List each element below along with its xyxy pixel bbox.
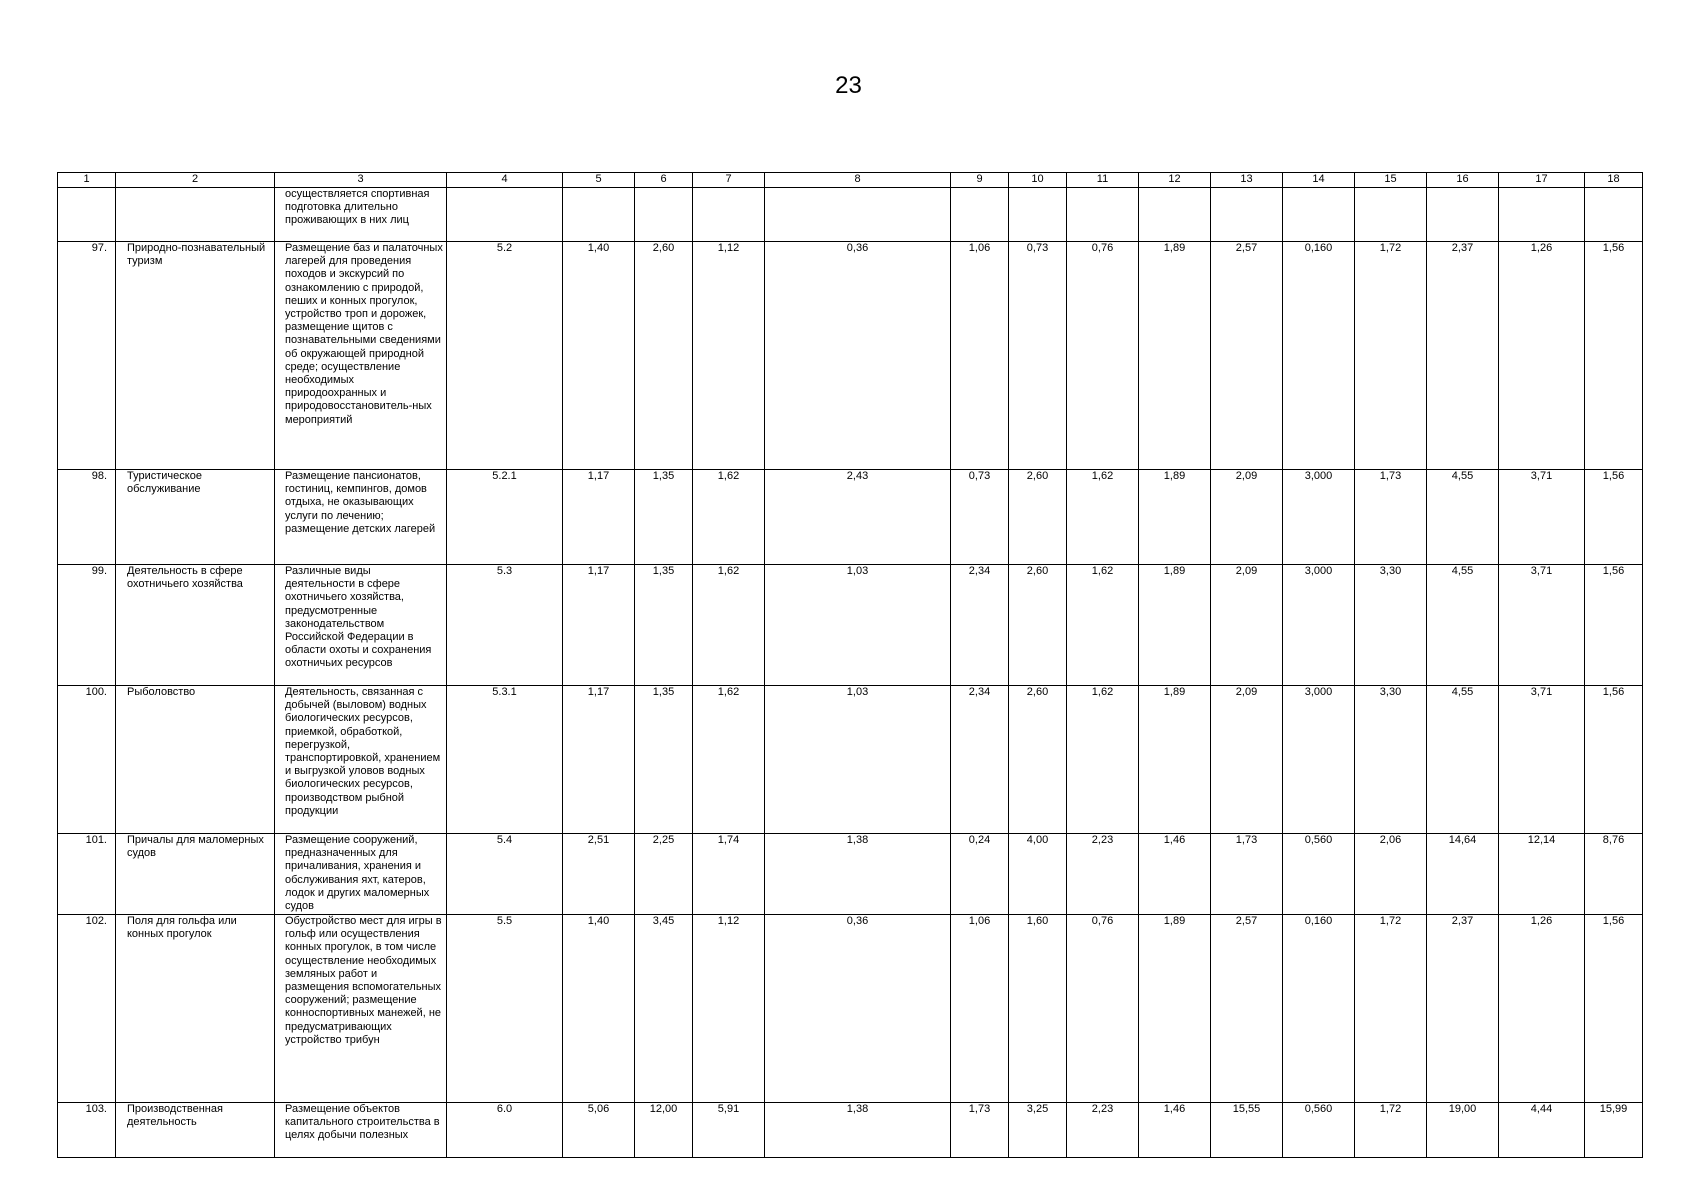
coefficient-cell-col-8: 1,03	[765, 565, 951, 686]
coefficient-cell-col-8: 1,03	[765, 686, 951, 834]
coefficient-cell-col-15: 2,06	[1355, 834, 1427, 915]
coefficient-cell-col-5: 1,40	[563, 242, 635, 470]
coefficient-cell-col-8: 1,38	[765, 1103, 951, 1158]
coefficient-cell-col-15: 1,72	[1355, 915, 1427, 1103]
column-header-12: 12	[1139, 173, 1211, 188]
coefficient-cell-col-16: 4,55	[1427, 686, 1499, 834]
table-body	[58, 188, 1643, 1158]
column-header-15: 15	[1355, 173, 1427, 188]
coefficient-cell-col-17: 1,26	[1499, 915, 1585, 1103]
coefficient-cell-col-10: 4,00	[1009, 834, 1067, 915]
coefficient-cell-col-7: 1,62	[693, 686, 765, 834]
coefficient-cell-col-18: 8,76	[1585, 834, 1643, 915]
classifier-code-cell: 5.3	[447, 565, 563, 686]
activity-name-cell: Природно-познавательный туризм	[116, 242, 275, 470]
column-header-7: 7	[693, 173, 765, 188]
coefficient-cell-col-12: 1,89	[1139, 470, 1211, 565]
activity-name-cell: Туристическое обслуживание	[116, 470, 275, 565]
column-header-16: 16	[1427, 173, 1499, 188]
coefficient-cell-col-12: 1,46	[1139, 834, 1211, 915]
coefficient-cell-col-9: 1,06	[951, 242, 1009, 470]
activity-name-cell: Рыболовство	[116, 686, 275, 834]
coefficient-cell-col-11: 0,76	[1067, 242, 1139, 470]
column-header-5: 5	[563, 173, 635, 188]
column-header-14: 14	[1283, 173, 1355, 188]
activity-description-cell: осуществляется спортивная подготовка длительно проживающих в них лиц	[275, 188, 447, 242]
coefficient-cell-col-9	[951, 188, 1009, 242]
coefficient-cell-col-10: 1,60	[1009, 915, 1067, 1103]
coefficient-cell-col-5: 5,06	[563, 1103, 635, 1158]
classifier-code-cell: 5.5	[447, 915, 563, 1103]
coefficient-cell-col-13: 2,09	[1211, 686, 1283, 834]
coefficient-cell-col-13	[1211, 188, 1283, 242]
activity-description-cell: Обустройство мест для игры в гольф или осуществления конных прогулок, в том числе осуществление необходимых земляных работ и размещения вспомогательных сооружений; размещение конноспортивных манежей, не предусматривающих устройство трибун	[275, 915, 447, 1103]
coefficient-cell-col-7: 1,74	[693, 834, 765, 915]
coefficient-cell-col-10: 2,60	[1009, 470, 1067, 565]
coefficient-cell-col-11: 0,76	[1067, 915, 1139, 1103]
row-number-cell: 102.	[58, 915, 116, 1103]
coefficient-cell-col-15: 1,72	[1355, 242, 1427, 470]
table-row	[58, 915, 1643, 1103]
column-header-2: 2	[116, 173, 275, 188]
coefficient-cell-col-9: 2,34	[951, 565, 1009, 686]
activity-name-cell: Производственная деятельность	[116, 1103, 275, 1158]
coefficient-cell-col-10: 2,60	[1009, 686, 1067, 834]
coefficient-cell-col-10: 2,60	[1009, 565, 1067, 686]
coefficient-cell-col-13: 2,09	[1211, 470, 1283, 565]
coefficient-cell-col-14: 3,000	[1283, 565, 1355, 686]
coefficient-cell-col-15: 1,73	[1355, 470, 1427, 565]
rates-table-container	[57, 172, 1634, 1158]
coefficient-cell-col-12: 1,46	[1139, 1103, 1211, 1158]
column-header-6: 6	[635, 173, 693, 188]
row-number-cell: 98.	[58, 470, 116, 565]
coefficient-cell-col-7: 1,62	[693, 470, 765, 565]
coefficient-cell-col-5	[563, 188, 635, 242]
coefficient-cell-col-11: 1,62	[1067, 470, 1139, 565]
coefficient-cell-col-14: 3,000	[1283, 470, 1355, 565]
coefficient-cell-col-18: 1,56	[1585, 686, 1643, 834]
coefficient-cell-col-5: 2,51	[563, 834, 635, 915]
coefficient-cell-col-17: 3,71	[1499, 565, 1585, 686]
coefficient-cell-col-6: 2,60	[635, 242, 693, 470]
coefficient-cell-col-16: 19,00	[1427, 1103, 1499, 1158]
row-number-cell: 100.	[58, 686, 116, 834]
coefficient-cell-col-15: 3,30	[1355, 565, 1427, 686]
activity-name-cell: Поля для гольфа или конных прогулок	[116, 915, 275, 1103]
coefficient-cell-col-13: 15,55	[1211, 1103, 1283, 1158]
coefficient-cell-col-5: 1,17	[563, 470, 635, 565]
coefficient-cell-col-8: 0,36	[765, 242, 951, 470]
coefficient-cell-col-9: 0,24	[951, 834, 1009, 915]
row-number-cell: 101.	[58, 834, 116, 915]
activity-description-cell: Различные виды деятельности в сфере охотничьего хозяйства, предусмотренные законодательством Российской Федерации в области охоты и сохранения охотничьих ресурсов	[275, 565, 447, 686]
coefficient-cell-col-17: 12,14	[1499, 834, 1585, 915]
coefficient-cell-col-8	[765, 188, 951, 242]
coefficient-cell-col-10: 0,73	[1009, 242, 1067, 470]
coefficient-cell-col-15	[1355, 188, 1427, 242]
column-header-18: 18	[1585, 173, 1643, 188]
coefficient-cell-col-9: 0,73	[951, 470, 1009, 565]
coefficient-cell-col-12: 1,89	[1139, 242, 1211, 470]
activity-name-cell	[116, 188, 275, 242]
coefficient-cell-col-8: 1,38	[765, 834, 951, 915]
activity-description-cell: Размещение сооружений, предназначенных для причаливания, хранения и обслуживания яхт, катеров, лодок и других маломерных судов	[275, 834, 447, 915]
classifier-code-cell: 5.3.1	[447, 686, 563, 834]
coefficient-cell-col-18: 1,56	[1585, 915, 1643, 1103]
row-number-cell: 103.	[58, 1103, 116, 1158]
table-row	[58, 1103, 1643, 1158]
coefficient-cell-col-10: 3,25	[1009, 1103, 1067, 1158]
coefficient-cell-col-17: 3,71	[1499, 470, 1585, 565]
coefficient-cell-col-11: 1,62	[1067, 565, 1139, 686]
coefficient-cell-col-13: 2,09	[1211, 565, 1283, 686]
activity-description-cell: Размещение пансионатов, гостиниц, кемпингов, домов отдыха, не оказывающих услуги по лечению; размещение детских лагерей	[275, 470, 447, 565]
coefficient-cell-col-14: 0,560	[1283, 834, 1355, 915]
coefficient-cell-col-14	[1283, 188, 1355, 242]
column-header-4: 4	[447, 173, 563, 188]
column-header-10: 10	[1009, 173, 1067, 188]
column-header-17: 17	[1499, 173, 1585, 188]
coefficient-cell-col-16	[1427, 188, 1499, 242]
coefficient-cell-col-14: 0,160	[1283, 915, 1355, 1103]
coefficient-cell-col-11: 2,23	[1067, 1103, 1139, 1158]
header-row	[58, 173, 1643, 188]
coefficient-cell-col-14: 0,160	[1283, 242, 1355, 470]
coefficient-cell-col-6: 1,35	[635, 565, 693, 686]
coefficient-cell-col-11	[1067, 188, 1139, 242]
coefficient-cell-col-9: 1,06	[951, 915, 1009, 1103]
table-row	[58, 565, 1643, 686]
coefficient-cell-col-9: 2,34	[951, 686, 1009, 834]
coefficient-cell-col-18: 1,56	[1585, 470, 1643, 565]
coefficient-cell-col-8: 2,43	[765, 470, 951, 565]
coefficient-cell-col-9: 1,73	[951, 1103, 1009, 1158]
coefficient-cell-col-16: 14,64	[1427, 834, 1499, 915]
coefficient-cell-col-12: 1,89	[1139, 565, 1211, 686]
coefficient-cell-col-16: 4,55	[1427, 470, 1499, 565]
coefficient-cell-col-16: 2,37	[1427, 915, 1499, 1103]
coefficient-cell-col-13: 2,57	[1211, 242, 1283, 470]
column-header-1: 1	[58, 173, 116, 188]
coefficient-cell-col-14: 3,000	[1283, 686, 1355, 834]
column-header-9: 9	[951, 173, 1009, 188]
table-row	[58, 188, 1643, 242]
activity-description-cell: Размещение баз и палаточных лагерей для проведения походов и экскурсий по ознакомлению с природой, пеших и конных прогулок, устройство троп и дорожек, размещение щитов с познавательными сведениями об окружающей природной среде; осуществление необходимых природоохранных и природовосстановитель-ных мероприятий	[275, 242, 447, 470]
coefficient-cell-col-13: 2,57	[1211, 915, 1283, 1103]
coefficient-cell-col-13: 1,73	[1211, 834, 1283, 915]
activity-description-cell: Размещение объектов капитального строительства в целях добычи полезных	[275, 1103, 447, 1158]
coefficient-cell-col-5: 1,17	[563, 686, 635, 834]
coefficient-cell-col-18: 15,99	[1585, 1103, 1643, 1158]
coefficient-cell-col-7: 5,91	[693, 1103, 765, 1158]
table-row	[58, 834, 1643, 915]
coefficient-cell-col-7	[693, 188, 765, 242]
coefficient-cell-col-6: 3,45	[635, 915, 693, 1103]
coefficient-cell-col-16: 2,37	[1427, 242, 1499, 470]
table-row	[58, 470, 1643, 565]
coefficient-cell-col-11: 2,23	[1067, 834, 1139, 915]
column-header-8: 8	[765, 173, 951, 188]
classifier-code-cell: 5.2.1	[447, 470, 563, 565]
coefficient-cell-col-12: 1,89	[1139, 915, 1211, 1103]
coefficient-cell-col-17: 1,26	[1499, 242, 1585, 470]
activity-name-cell: Причалы для маломерных судов	[116, 834, 275, 915]
classifier-code-cell	[447, 188, 563, 242]
coefficient-cell-col-15: 3,30	[1355, 686, 1427, 834]
classifier-code-cell: 5.2	[447, 242, 563, 470]
column-header-13: 13	[1211, 173, 1283, 188]
coefficient-cell-col-17: 3,71	[1499, 686, 1585, 834]
table-row	[58, 686, 1643, 834]
activity-name-cell: Деятельность в сфере охотничьего хозяйства	[116, 565, 275, 686]
row-number-cell: 97.	[58, 242, 116, 470]
column-header-11: 11	[1067, 173, 1139, 188]
coefficient-cell-col-17: 4,44	[1499, 1103, 1585, 1158]
coefficient-cell-col-5: 1,40	[563, 915, 635, 1103]
coefficient-cell-col-7: 1,62	[693, 565, 765, 686]
activity-description-cell: Деятельность, связанная с добычей (выловом) водных биологических ресурсов, приемкой, обработкой, перегрузкой, транспортировкой, хранением и выгрузкой уловов водных биологических ресурсов, производством рыбной продукции	[275, 686, 447, 834]
coefficient-cell-col-7: 1,12	[693, 242, 765, 470]
coefficient-cell-col-6	[635, 188, 693, 242]
coefficient-cell-col-11: 1,62	[1067, 686, 1139, 834]
classifier-code-cell: 5.4	[447, 834, 563, 915]
coefficient-cell-col-6: 1,35	[635, 686, 693, 834]
coefficient-cell-col-5: 1,17	[563, 565, 635, 686]
row-number-cell	[58, 188, 116, 242]
coefficient-cell-col-18: 1,56	[1585, 242, 1643, 470]
coefficient-cell-col-10	[1009, 188, 1067, 242]
coefficient-cell-col-17	[1499, 188, 1585, 242]
coefficient-cell-col-15: 1,72	[1355, 1103, 1427, 1158]
rates-table	[57, 172, 1643, 1158]
coefficient-cell-col-8: 0,36	[765, 915, 951, 1103]
table-row	[58, 242, 1643, 470]
coefficient-cell-col-12	[1139, 188, 1211, 242]
coefficient-cell-col-6: 12,00	[635, 1103, 693, 1158]
page-number: 23	[835, 72, 862, 99]
coefficient-cell-col-18	[1585, 188, 1643, 242]
classifier-code-cell: 6.0	[447, 1103, 563, 1158]
coefficient-cell-col-18: 1,56	[1585, 565, 1643, 686]
coefficient-cell-col-16: 4,55	[1427, 565, 1499, 686]
coefficient-cell-col-6: 1,35	[635, 470, 693, 565]
coefficient-cell-col-14: 0,560	[1283, 1103, 1355, 1158]
coefficient-cell-col-6: 2,25	[635, 834, 693, 915]
column-header-3: 3	[275, 173, 447, 188]
coefficient-cell-col-7: 1,12	[693, 915, 765, 1103]
coefficient-cell-col-12: 1,89	[1139, 686, 1211, 834]
row-number-cell: 99.	[58, 565, 116, 686]
